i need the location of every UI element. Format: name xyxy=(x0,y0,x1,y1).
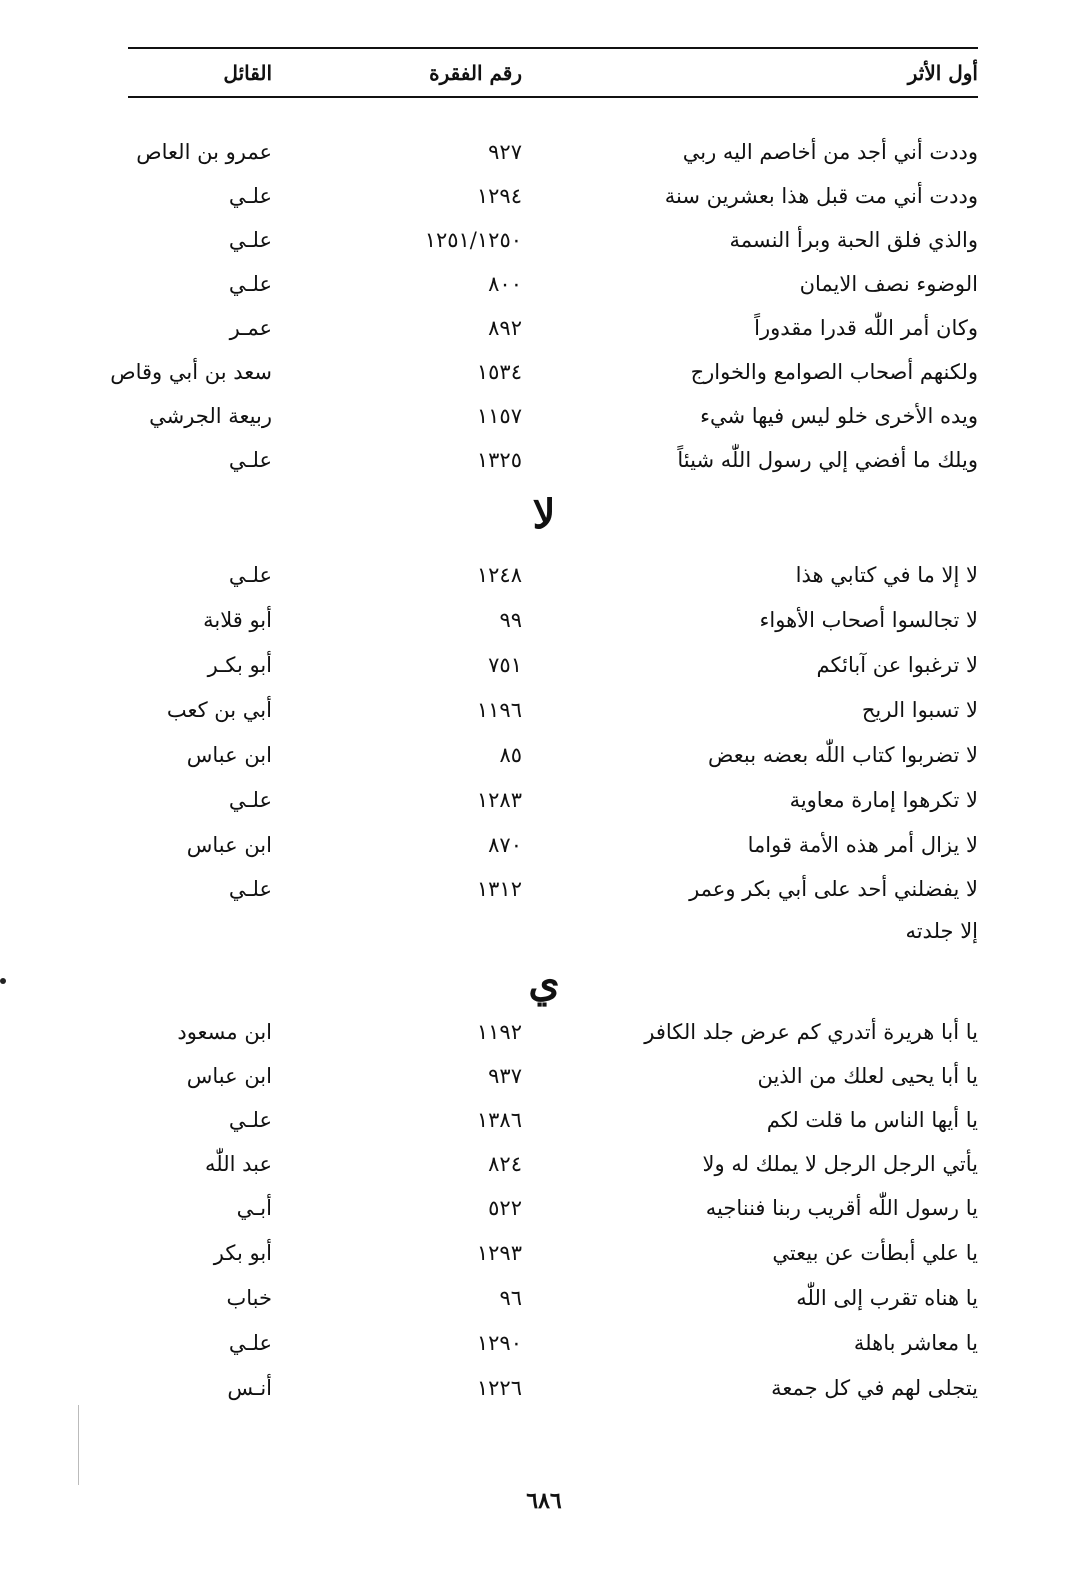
row-number: ٩٩ xyxy=(499,608,522,632)
table-row xyxy=(100,1234,978,1272)
margin-mark xyxy=(0,978,6,984)
row-text: يأتي الرجل الرجل لا يملك له ولا xyxy=(702,1152,978,1176)
row-speaker: ابن عباس xyxy=(186,1064,272,1088)
row-speaker: علـي xyxy=(228,788,272,812)
row-text: يا أيها الناس ما قلت لكم xyxy=(766,1108,978,1132)
row-number: ١٣١٢ xyxy=(476,877,522,901)
row-number: ١٥٣٤ xyxy=(476,360,522,384)
row-text: يا أبا هريرة أتدري كم عرض جلد الكافر xyxy=(644,1020,978,1044)
row-number: ٧٥١ xyxy=(488,653,522,677)
row-number: ١٢٩٠ xyxy=(476,1331,522,1355)
table-row xyxy=(100,309,978,347)
row-speaker: علـي xyxy=(228,877,272,901)
header-top-rule xyxy=(128,47,978,49)
table-row xyxy=(100,646,978,684)
row-speaker: أبو قلابة xyxy=(203,608,272,632)
table-row xyxy=(100,870,978,908)
row-number: ١٣٨٦ xyxy=(476,1108,522,1132)
row-number: ١١٥٧ xyxy=(476,404,522,428)
row-speaker: خباب xyxy=(226,1286,272,1310)
table-row xyxy=(100,133,978,171)
row-text: ويلك ما أفضي إلي رسول اللّٰه شيئاً xyxy=(677,448,978,472)
table-row xyxy=(100,441,978,479)
table-row xyxy=(100,826,978,864)
table-row xyxy=(100,177,978,215)
row-text: لا يفضلني أحد على أبي بكر وعمر xyxy=(689,877,978,901)
row-text: لا إلا ما في كتابي هذا xyxy=(795,563,978,587)
margin-line xyxy=(78,1405,79,1485)
row-number: ١٣٢٥ xyxy=(476,448,522,472)
section-letter-la: لا xyxy=(532,491,556,538)
table-row xyxy=(100,265,978,303)
row-number: ١٢٩٤ xyxy=(476,184,522,208)
row-speaker: سعد بن أبي وقاص xyxy=(110,360,272,384)
table-row xyxy=(100,397,978,435)
row-speaker: أنـس xyxy=(227,1376,272,1400)
row-speaker: أبـي xyxy=(236,1196,272,1220)
table-row xyxy=(100,736,978,774)
row-speaker: علـي xyxy=(228,563,272,587)
row-speaker: علـي xyxy=(228,228,272,252)
row-number: ١١٩٢ xyxy=(476,1020,522,1044)
row-number: ٥٢٢ xyxy=(488,1196,522,1220)
row-speaker: ابن عباس xyxy=(186,743,272,767)
row-speaker: أبو بكر xyxy=(213,1241,272,1265)
row-text: الوضوء نصف الايمان xyxy=(799,272,978,296)
row-text: لا يزال أمر هذه الأمة قواما xyxy=(747,833,978,857)
table-row xyxy=(100,1324,978,1362)
row-speaker: ابن مسعود xyxy=(177,1020,272,1044)
row-number: ١٢٥١/١٢٥٠ xyxy=(424,228,522,252)
row-text: لا تكرهوا إمارة معاوية xyxy=(789,788,978,812)
row-number: ١٢٩٣ xyxy=(476,1241,522,1265)
row-number: ١٢٢٦ xyxy=(476,1376,522,1400)
row-number: ٨٠٠ xyxy=(488,272,522,296)
row-text: ويده الأخرى خلو ليس فيها شيء xyxy=(700,404,978,428)
row-speaker: أبو بكـر xyxy=(207,653,272,677)
row-text: وددت أني مت قبل هذا بعشرين سنة xyxy=(664,184,978,208)
table-row xyxy=(100,1013,978,1051)
row-text: ولكنهم أصحاب الصوامع والخوارج xyxy=(690,360,978,384)
table-row xyxy=(100,781,978,819)
row-speaker: علـي xyxy=(228,1108,272,1132)
row-speaker: علـي xyxy=(228,1331,272,1355)
row-number: ٨٩٢ xyxy=(488,316,522,340)
row-number: ٩٦ xyxy=(499,1286,522,1310)
row-speaker: عمرو بن العاص xyxy=(136,140,272,164)
header-bottom-rule xyxy=(128,96,978,98)
row-number: ١٢٤٨ xyxy=(476,563,522,587)
header-first-text: أول الأثر xyxy=(907,61,978,85)
row-text: والذي فلق الحبة وبرأ النسمة xyxy=(729,228,978,252)
row-text: لا تضربوا كتاب اللّٰه بعضه ببعض xyxy=(708,743,978,767)
row-number: ٨٥ xyxy=(499,743,522,767)
section-letter-ya: ي xyxy=(528,959,560,1006)
table-row xyxy=(100,1101,978,1139)
table-row xyxy=(100,1189,978,1227)
row-speaker: أبي بن كعب xyxy=(166,698,272,722)
row-text: لا ترغبوا عن آبائكم xyxy=(816,653,978,677)
table-row xyxy=(100,1145,978,1183)
table-row xyxy=(100,1057,978,1095)
row-speaker: ربيعة الجرشي xyxy=(149,404,272,428)
header-paragraph-number: رقم الفقرة xyxy=(429,61,522,85)
row-number: ١١٩٦ xyxy=(476,698,522,722)
table-row xyxy=(100,1279,978,1317)
row-speaker: علـي xyxy=(228,184,272,208)
row-number: ٩٢٧ xyxy=(488,140,522,164)
row-text: لا تسبوا الريح xyxy=(861,698,978,722)
table-header xyxy=(100,54,978,92)
row-text: يا معاشر باهلة xyxy=(853,1331,978,1355)
table-row xyxy=(100,556,978,594)
page-number: ٦٨٦ xyxy=(526,1488,562,1514)
row-speaker: عبد اللّٰه xyxy=(204,1152,272,1176)
table-row xyxy=(100,691,978,729)
row-text: يتجلى لهم في كل جمعة xyxy=(771,1376,978,1400)
row-number: ١٢٨٣ xyxy=(476,788,522,812)
row-number: ٨٢٤ xyxy=(488,1152,522,1176)
row-text: يا أبا يحيى لعلك من الذين xyxy=(757,1064,978,1088)
row-number: ٩٣٧ xyxy=(488,1064,522,1088)
table-row xyxy=(100,221,978,259)
row-speaker: ابن عباس xyxy=(186,833,272,857)
table-row xyxy=(100,1369,978,1407)
row-text: يا علي أبطأت عن بيعتي xyxy=(772,1241,978,1265)
row-text: يا هناه تقرب إلى اللّٰه xyxy=(796,1286,978,1310)
row-speaker: علـي xyxy=(228,272,272,296)
row-text: وكان أمر اللّٰه قدرا مقدوراً xyxy=(754,316,978,340)
table-row xyxy=(100,601,978,639)
row-speaker: علـي xyxy=(228,448,272,472)
header-speaker: القائل xyxy=(223,61,272,85)
row-continuation: إلا جلدته xyxy=(905,919,978,943)
row-text: وددت أني أجد من أخاصم اليه ربي xyxy=(682,140,978,164)
row-number: ٨٧٠ xyxy=(488,833,522,857)
table-row xyxy=(100,353,978,391)
row-text: لا تجالسوا أصحاب الأهواء xyxy=(759,608,978,632)
row-text: يا رسول اللّٰه أقريب ربنا فنناجيه xyxy=(705,1196,978,1220)
row-speaker: عمـر xyxy=(229,316,272,340)
